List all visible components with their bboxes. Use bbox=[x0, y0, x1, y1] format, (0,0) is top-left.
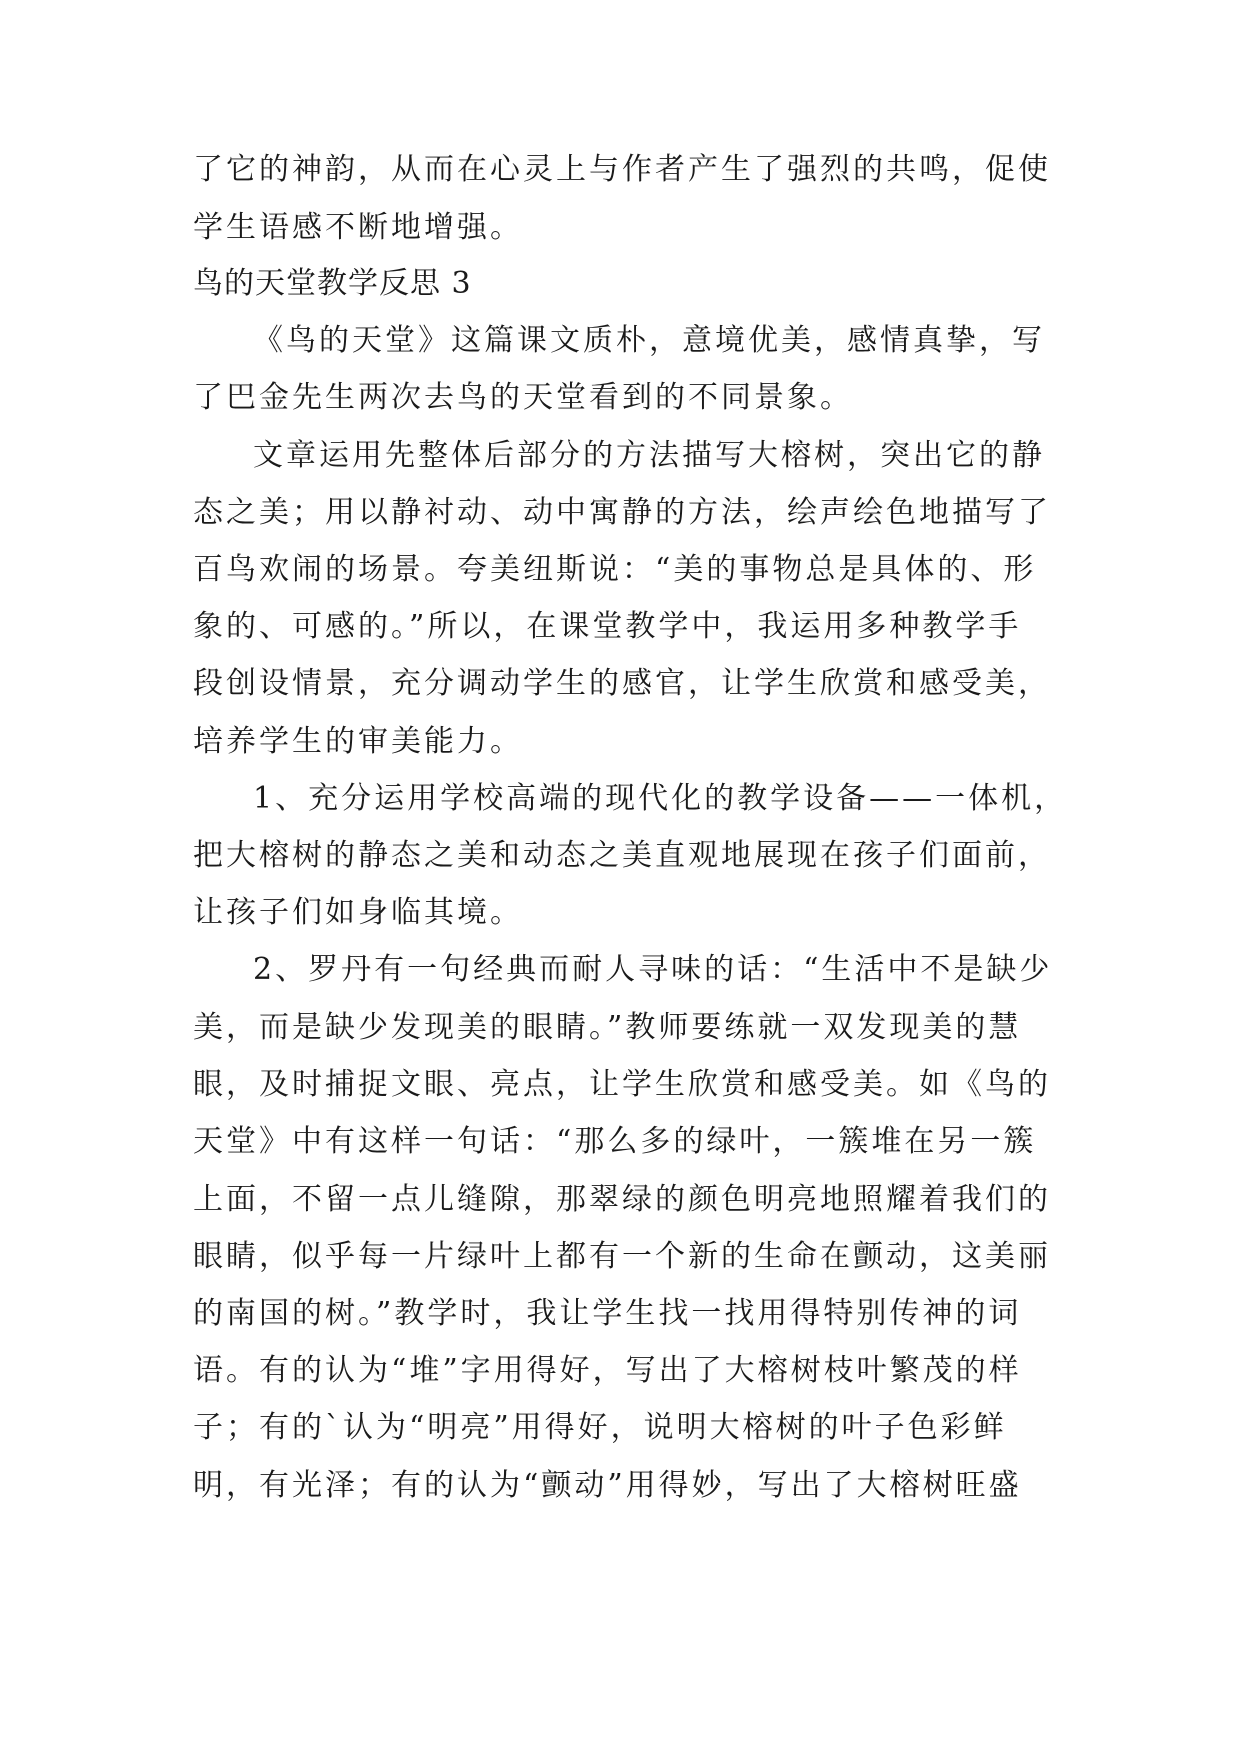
text-line: 让孩子们如身临其境。 bbox=[193, 895, 523, 930]
text-line: 学生语感不断地增强。 bbox=[193, 210, 523, 245]
text-line: 眼，及时捕捉文眼、亮点，让学生欣赏和感受美。如《鸟的 bbox=[193, 1067, 1051, 1102]
text-line: 百鸟欢闹的场景。夸美纽斯说：“美的事物总是具体的、形 bbox=[193, 552, 1037, 587]
text-line: 的南国的树。”教学时，我让学生找一找用得特别传神的词 bbox=[193, 1296, 1022, 1331]
text-line: 把大榕树的静态之美和动态之美直观地展现在孩子们面前， bbox=[193, 838, 1051, 873]
text-line: 段创设情景，充分调动学生的感官，让学生欣赏和感受美， bbox=[193, 666, 1051, 701]
text-line: 眼睛，似乎每一片绿叶上都有一个新的生命在颤动，这美丽 bbox=[193, 1239, 1051, 1274]
paragraph-start: 2、罗丹有一句经典而耐人寻味的话：“生活中不是缺少 bbox=[253, 952, 1053, 987]
text-line: 明，有光泽；有的认为“颤动”用得妙，写出了大榕树旺盛 bbox=[193, 1468, 1022, 1503]
paragraph-start: 1、充分运用学校高端的现代化的教学设备——一体机， bbox=[253, 781, 1068, 816]
text-line: 语。有的认为“堆”字用得好，写出了大榕树枝叶繁茂的样 bbox=[193, 1353, 1022, 1388]
text-line: 态之美；用以静衬动、动中寓静的方法，绘声绘色地描写了 bbox=[193, 495, 1051, 530]
text-line: 象的、可感的。”所以，在课堂教学中，我运用多种教学手 bbox=[193, 609, 1022, 644]
text-line: 培养学生的审美能力。 bbox=[193, 724, 523, 759]
text-line: 了巴金先生两次去鸟的天堂看到的不同景象。 bbox=[193, 380, 853, 415]
text-line: 天堂》中有这样一句话：“那么多的绿叶，一簇堆在另一簇 bbox=[193, 1124, 1037, 1159]
paragraph-start: 文章运用先整体后部分的方法描写大榕树，突出它的静 bbox=[253, 438, 1045, 473]
text-line: 了它的神韵，从而在心灵上与作者产生了强烈的共鸣，促使 bbox=[193, 152, 1051, 187]
section-heading: 鸟的天堂教学反思 3 bbox=[193, 266, 472, 301]
text-line: 上面，不留一点儿缝隙，那翠绿的颜色明亮地照耀着我们的 bbox=[193, 1182, 1051, 1217]
paragraph-start: 《鸟的天堂》这篇课文质朴，意境优美，感情真挚，写 bbox=[253, 323, 1045, 358]
text-line: 美，而是缺少发现美的眼睛。”教师要练就一双发现美的慧 bbox=[193, 1010, 1022, 1045]
text-line: 子；有的`认为“明亮”用得好，说明大榕树的叶子色彩鲜 bbox=[193, 1410, 1007, 1445]
